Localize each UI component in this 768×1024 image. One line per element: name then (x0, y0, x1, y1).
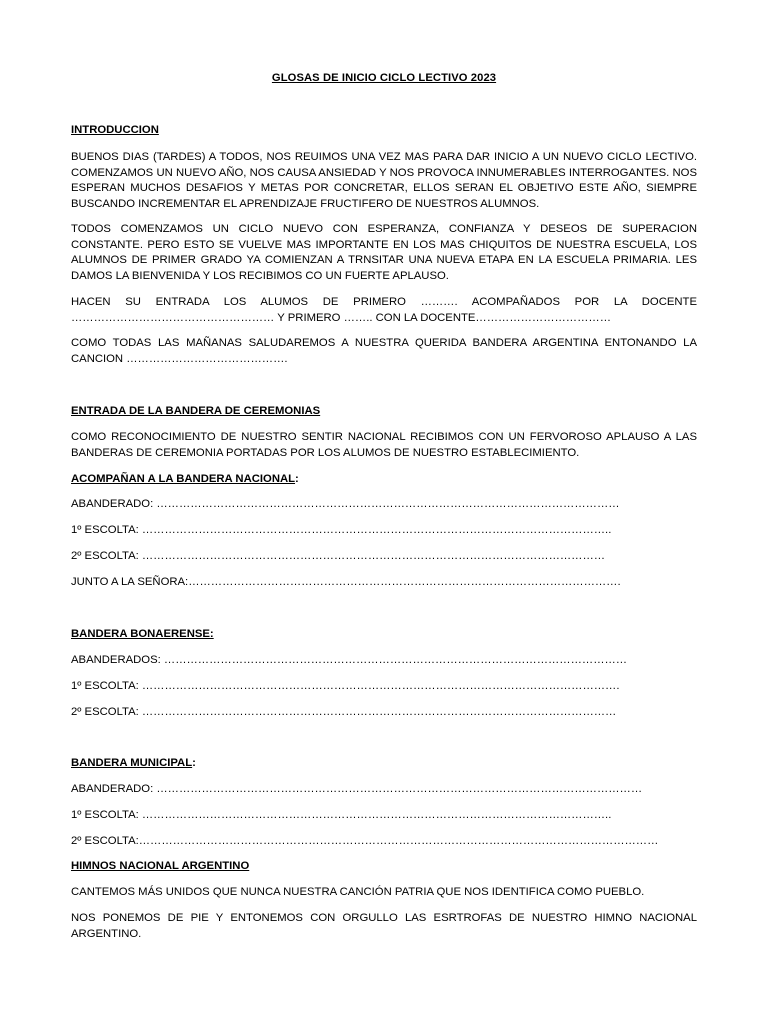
ceremony-paragraph: COMO RECONOCIMIENTO DE NUESTRO SENTIR NACIONAL RECIBIMOS CON UN FERVOROSO APLAUSO A LAS BANDERAS DE CEREMONIA PORTADAS POR LOS ALUMOS DE NUESTRO ESTABLECIMIENTO. (71, 431, 697, 459)
municipal-escolta-1-line: 1º ESCOLTA: …………………………………………………………………………………………………………….. (71, 809, 612, 821)
national-escolta-1-line: 1º ESCOLTA: …………………………………………………………………………………………………………….. (71, 524, 612, 536)
intro-paragraph-2: TODOS COMENZAMOS UN CICLO NUEVO CON ESPERANZA, CONFIANZA Y DESEOS DE SUPERACION CONSTANTE. PERO ESTO SE VUELVE MAS IMPORTANTE EN LOS MAS CHIQUITOS DE NUESTRA ESCUELA, LOS ALUMNOS DE PRIMER GRADO YA COMIENZAN A TRNSITAR UNA NUEVA ETAPA EN LA ESCUELA PRIMARIA. LES DAMOS LA BIENVENIDA Y LOS RECIBIMOS CO UN FUERTE APLAUSO. (71, 223, 697, 282)
municipal-abanderado-line: ABANDERADO: ………………………………………………………………………………………………………………… (71, 783, 643, 795)
himno-paragraph-2: NOS PONEMOS DE PIE Y ENTONEMOS CON ORGULLO LAS ESRTROFAS DE NUESTRO HIMNO NACIONAL ARGENTINO. (71, 912, 697, 940)
bonaerense-abanderados-line: ABANDERADOS: …………………………………………………………………………………………………………… (71, 654, 628, 666)
intro-paragraph-4: COMO TODAS LAS MAÑANAS SALUDAREMOS A NUESTRA QUERIDA BANDERA ARGENTINA ENTONANDO LA CANCION ……………………………………. (71, 337, 697, 365)
national-flag-heading-colon: : (295, 473, 299, 485)
municipal-escolta-2-line: 2º ESCOLTA:………………………………………………………………………………………………………………………… (71, 835, 659, 847)
municipal-heading (71, 756, 697, 772)
intro-paragraph-3: HACEN SU ENTRADA LOS ALUMOS DE PRIMERO ………. ACOMPAÑADOS POR LA DOCENTE ……………………………………………… Y PRIMERO …….. CON LA DOCENTE……………………………… (71, 296, 697, 324)
himno-paragraph-1: CANTEMOS MÁS UNIDOS QUE NUNCA NUESTRA CANCIÓN PATRIA QUE NOS IDENTIFICA COMO PUEBLO. (71, 886, 645, 898)
national-abanderado-line: ABANDERADO: …………………………………………………………………………………………………………… (71, 498, 620, 510)
municipal-heading-text: BANDERA MUNICIPAL (71, 757, 193, 769)
bonaerense-escolta-1-line: 1º ESCOLTA: ………………………………………………………………………………………………………………. (71, 680, 620, 692)
document-title: GLOSAS DE INICIO CICLO LECTIVO 2023 (271, 72, 497, 84)
ceremony-heading: ENTRADA DE LA BANDERA DE CEREMONIAS (71, 405, 321, 417)
national-flag-heading-text: ACOMPAÑAN A LA BANDERA NACIONAL (71, 473, 296, 485)
municipal-heading-colon: : (192, 757, 196, 769)
bonaerense-escolta-2-line: 2º ESCOLTA: ……………………………………………………………………………………………………………… (71, 706, 617, 718)
intro-paragraph-1: BUENOS DIAS (TARDES) A TODOS, NOS REUIMOS UNA VEZ MAS PARA DAR INICIO A UN NUEVO CICLO LECTIVO. COMENZAMOS UN NUEVO AÑO, NOS CAUSA ANSIEDAD Y NOS PROVOCA INNUMERABLES INTERROGANTES. NOS ESPERAN MUCHOS DESAFIOS Y METAS POR CONCRETAR, ELLOS SERAN EL OBJETIVO ESTE AÑO, SIEMPRE BUSCANDO INCREMENTAR EL APRENDIZAJE FRUCTIFERO DE NUESTROS ALUMNOS. (71, 151, 697, 210)
himno-heading: HIMNOS NACIONAL ARGENTINO (71, 860, 250, 872)
bonaerense-heading: BANDERA BONAERENSE: (71, 628, 214, 640)
national-escolta-2-line: 2º ESCOLTA: …………………………………………………………………………………………………………… (71, 550, 606, 562)
intro-heading: INTRODUCCION (71, 124, 159, 136)
national-flag-heading (71, 472, 697, 488)
national-senora-line: JUNTO A LA SEÑORA:……………………………………………………………………………………………………. (71, 576, 621, 588)
